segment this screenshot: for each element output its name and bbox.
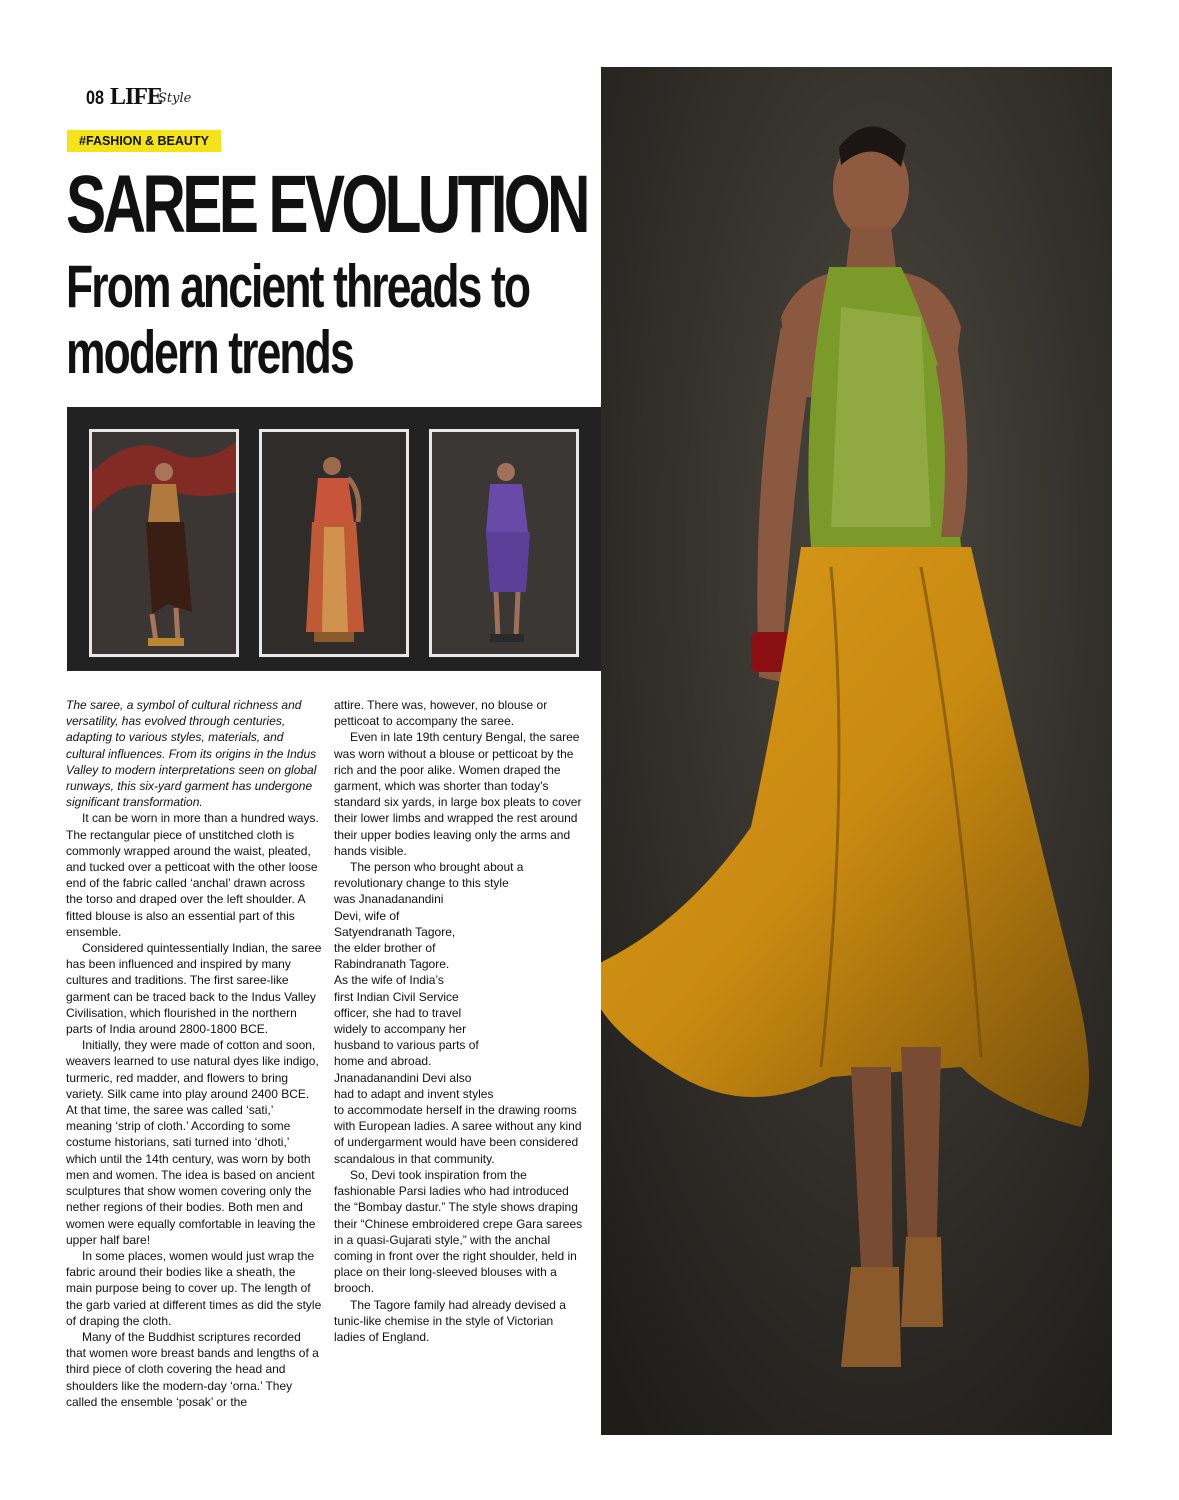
photo-model-orange-saree	[259, 429, 409, 657]
logo-main-text: LIFE	[110, 84, 163, 110]
body-paragraph-continued: to accommodate herself in the drawing rooms with European ladies. A saree without any kind of undergarment would have been considered scandalous in that community.	[334, 1103, 582, 1166]
article-column-1	[66, 697, 322, 1410]
subheadline: From ancient threads to modern trends	[66, 253, 530, 386]
page-number: 08	[86, 88, 104, 109]
body-paragraph: Even in late 19th century Bengal, the saree was worn without a blouse or petticoat by the rich and the poor alike. Women draped the garment, which was shorter than today’s standard six yards, in large box pleats to cover their lower limbs and wrapped the rest around their upper bodies leaving only the arms and hands visible.	[334, 730, 582, 858]
body-paragraph-continued: widely to accompany her husband to various parts of home and abroad. Jnanadanandini Devi also had to adapt and invent styles	[334, 1022, 494, 1101]
photo-model-purple-saree	[429, 429, 579, 657]
photo-model-brown-saree	[89, 429, 239, 657]
headline: SAREE EVOLUTION	[66, 159, 587, 250]
body-paragraph: attire. There was, however, no blouse or petticoat to accompany the saree.	[334, 698, 548, 729]
category-tag: #FASHION & BEAUTY	[67, 130, 221, 152]
body-paragraph: It can be worn in more than a hundred ways. The rectangular piece of unstitched cloth is commonly wrapped around the waist, pleated, and tucked over a petticoat with the other loose end of the fabric called ‘anchal’ drawn across the torso and draped over the left shoulder. A fitted blouse is also an essential part of this ensemble.	[66, 811, 319, 939]
article-column-2	[334, 697, 584, 1345]
body-paragraph: Considered quintessentially Indian, the saree has been influenced and inspired by many cultures and traditions. The first saree-like garment can be traced back to the Indus Valley Civilisation, which flourished in the northern parts of India around 2800-1800 BCE.	[66, 941, 322, 1037]
photo-strip	[67, 407, 601, 671]
body-paragraph: So, Devi took inspiration from the fashionable Parsi ladies who had introduced the “Bombay dastur.” The style shows draping their “Chinese embroidered crepe Gara sarees in a quasi-Gujarati style,” with the anchal coming in front over the right shoulder, held in place on their long-sleeved blouses with a brooch.	[334, 1167, 583, 1296]
body-paragraph: Many of the Buddhist scriptures recorded that women wore breast bands and lengths of a third piece of cloth covering the head and shoulders like the modern-day ‘orna.’ They called the ensemble ‘posak’ or the	[66, 1329, 319, 1409]
logo-script-text: Style	[158, 91, 192, 106]
intro-paragraph: The saree, a symbol of cultural richness and versatility, has evolved through centuries, adapting to various styles, materials, and cultural influences. From its origins in the Indus Valley to modern interpretations seen on global runways, this six-yard garment has undergone significant transformation.	[66, 698, 317, 810]
body-paragraph: The person who brought about a revolutionary change to this style	[334, 860, 524, 891]
body-paragraph: The Tagore family had already devised a tunic-like chemise in the style of Victorian ladies of England.	[334, 1297, 566, 1344]
body-paragraph-continued: was Jnanadanandini Devi, wife of Satyendranath Tagore, the elder brother of Rabindranath Tagore. As the wife of India’s first Indian Civil Service officer, she had to travel	[334, 892, 462, 1020]
hero-photo-model-yellow-green-saree	[601, 67, 1112, 1435]
body-paragraph: In some places, women would just wrap the fabric around their bodies like a sheath, the main purpose being to cover up. The length of the garb varied at different times as did the style of draping the cloth.	[66, 1248, 322, 1328]
body-paragraph: Initially, they were made of cotton and soon, weavers learned to use natural dyes like indigo, turmeric, red madder, and flowers to bring variety. Silk came into play around 2400 BCE. At that time, the saree was called ‘sati,’ meaning ‘strip of cloth.’ According to some costume historians, sati turned into ‘dhoti,’ which until the 14th century, was worn by both men and women. The idea is based on ancient sculptures that show women covering only the nether regions of their bodies. Both men and women were equally comfortable in leaving the upper half bare!	[66, 1038, 319, 1247]
